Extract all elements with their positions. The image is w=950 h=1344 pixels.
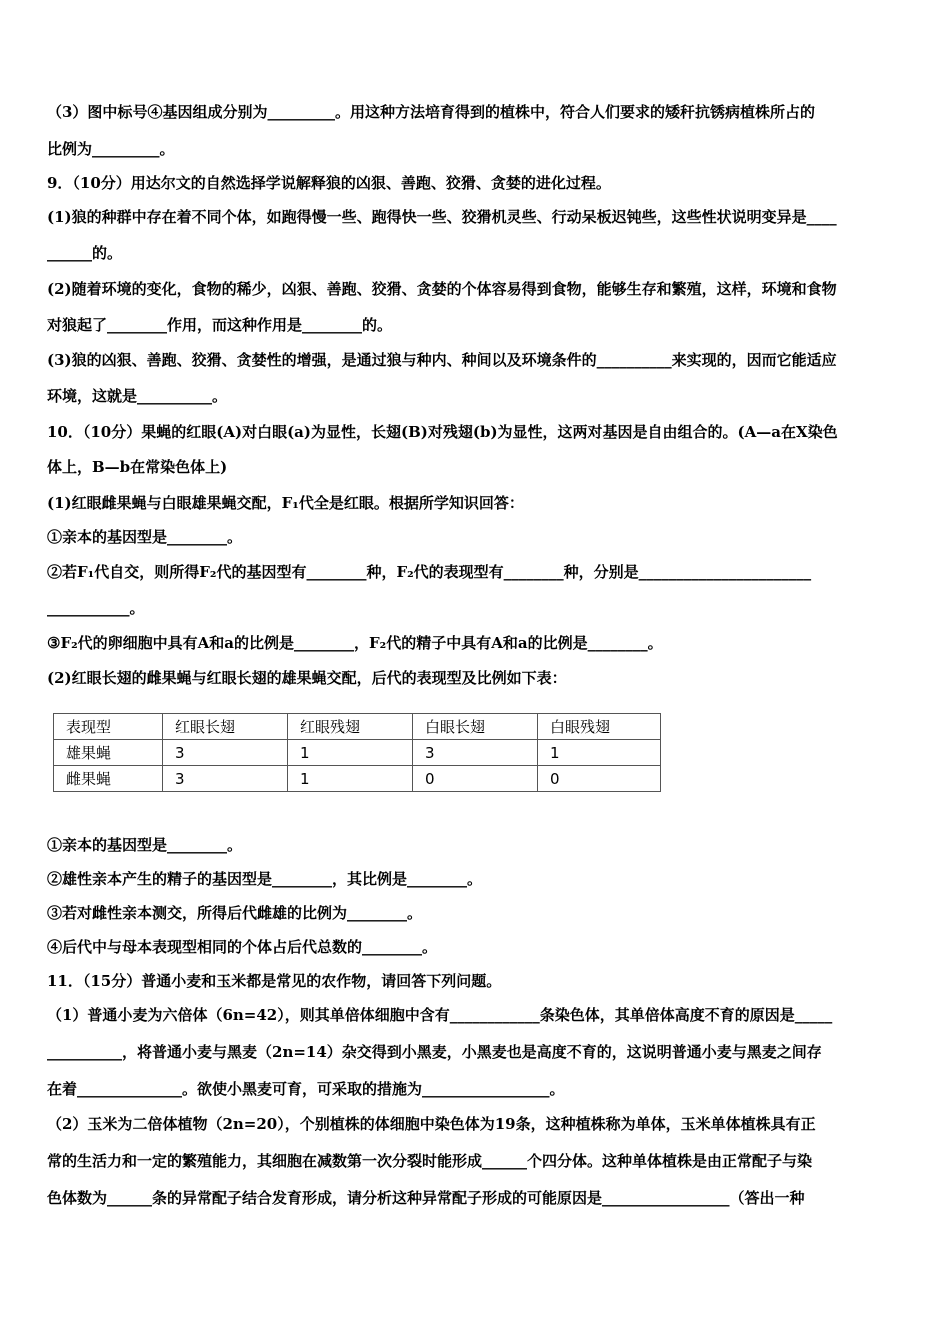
text-line: （2）玉米为二倍体植物（2n=20），个别植株的体细胞中染色体为19条，这种植株称为单体，玉米单体植株具有正 bbox=[47, 1115, 816, 1133]
table-header-cell: 表现型 bbox=[54, 714, 163, 740]
text-line: ②雄性亲本产生的精子的基因型是________，其比例是________。 bbox=[47, 870, 483, 888]
text-line: ②若F₁代自交，则所得F₂代的基因型有________种，F₂代的表现型有________种，分别是_______________________ bbox=[47, 563, 812, 581]
text-line: ①亲本的基因型是________。 bbox=[47, 836, 243, 854]
text-line: ①亲本的基因型是________。 bbox=[47, 528, 243, 546]
text-line: ③F₂代的卵细胞中具有A和a的比例是________，F₂代的精子中具有A和a的比例是________。 bbox=[47, 634, 663, 652]
text-line: 常的生活力和一定的繁殖能力，其细胞在减数第一次分裂时能形成______个四分体。这种单体植株是由正常配子与染 bbox=[47, 1152, 813, 1170]
table-cell: 3 bbox=[163, 766, 288, 792]
text-line: ③若对雌性亲本测交，所得后代雌雄的比例为________。 bbox=[47, 904, 423, 922]
text-line: ______的。 bbox=[47, 244, 123, 262]
table-cell: 3 bbox=[413, 740, 538, 766]
table-cell: 雄果蝇 bbox=[54, 740, 163, 766]
text-line: 色体数为______条的异常配子结合发育形成，请分析这种异常配子形成的可能原因是_________________（答出一种 bbox=[47, 1189, 805, 1207]
table-header-cell: 白眼长翅 bbox=[413, 714, 538, 740]
text-line: 环境，这就是__________。 bbox=[47, 387, 228, 405]
table-cell: 3 bbox=[163, 740, 288, 766]
text-line: (2)随着环境的变化，食物的稀少，凶狠、善跑、狡猾、贪婪的个体容易得到食物，能够生存和繁殖，这样，环境和食物 bbox=[47, 280, 837, 298]
table-cell: 0 bbox=[538, 766, 661, 792]
table-row bbox=[54, 766, 661, 792]
table-cell: 1 bbox=[288, 740, 413, 766]
text-line: ④后代中与母本表现型相同的个体占后代总数的________。 bbox=[47, 938, 438, 956]
text-line: (1)狼的种群中存在着不同个体，如跑得慢一些、跑得快一些、狡猾机灵些、行动呆板迟钝些，这些性状说明变异是____ bbox=[47, 208, 837, 226]
text-line: ___________。 bbox=[47, 599, 145, 617]
text-line: 在着______________。欲使小黑麦可育，可采取的措施为_________________。 bbox=[47, 1080, 565, 1098]
table-cell: 0 bbox=[413, 766, 538, 792]
text-line: __________，将普通小麦与黑麦（2n=14）杂交得到小黑麦，小黑麦也是高度不育的，这说明普通小麦与黑麦之间存 bbox=[47, 1043, 822, 1061]
table-header-row bbox=[54, 714, 661, 740]
table-cell: 雌果蝇 bbox=[54, 766, 163, 792]
table-row bbox=[54, 740, 661, 766]
text-line: 体上，B—b在常染色体上) bbox=[47, 458, 228, 476]
question-11-title: 11．（15分）普通小麦和玉米都是常见的农作物，请回答下列问题。 bbox=[47, 972, 502, 990]
phenotype-table bbox=[53, 713, 661, 792]
table-cell: 1 bbox=[538, 740, 661, 766]
question-9-title: 9．（10分）用达尔文的自然选择学说解释狼的凶狠、善跑、狡猾、贪婪的进化过程。 bbox=[47, 174, 611, 192]
text-line: (2)红眼长翅的雌果蝇与红眼长翅的雄果蝇交配，后代的表现型及比例如下表： bbox=[47, 669, 567, 687]
text-line: （1）普通小麦为六倍体（6n=42），则其单倍体细胞中含有____________条染色体，其单倍体高度不育的原因是_____ bbox=[47, 1006, 833, 1024]
text-line: 对狼起了________作用，而这种作用是________的。 bbox=[47, 316, 393, 334]
text-line: （3）图中标号④基因组成分别为_________。用这种方法培育得到的植株中，符合人们要求的矮秆抗锈病植株所占的 bbox=[47, 103, 815, 121]
table-header-cell: 红眼残翅 bbox=[288, 714, 413, 740]
text-line: 比例为_________。 bbox=[47, 140, 175, 158]
table-header-cell: 红眼长翅 bbox=[163, 714, 288, 740]
text-line: (3)狼的凶狠、善跑、狡猾、贪婪性的增强，是通过狼与种内、种间以及环境条件的__________来实现的，因而它能适应 bbox=[47, 351, 837, 369]
text-line: (1)红眼雌果蝇与白眼雄果蝇交配，F₁代全是红眼。根据所学知识回答： bbox=[47, 494, 524, 512]
question-10-title: 10．（10分）果蝇的红眼(A)对白眼(a)为显性，长翅(B)对残翅(b)为显性，这两对基因是自由组合的。(A—a在X染色 bbox=[47, 423, 838, 441]
table-header-cell: 白眼残翅 bbox=[538, 714, 661, 740]
table-cell: 1 bbox=[288, 766, 413, 792]
